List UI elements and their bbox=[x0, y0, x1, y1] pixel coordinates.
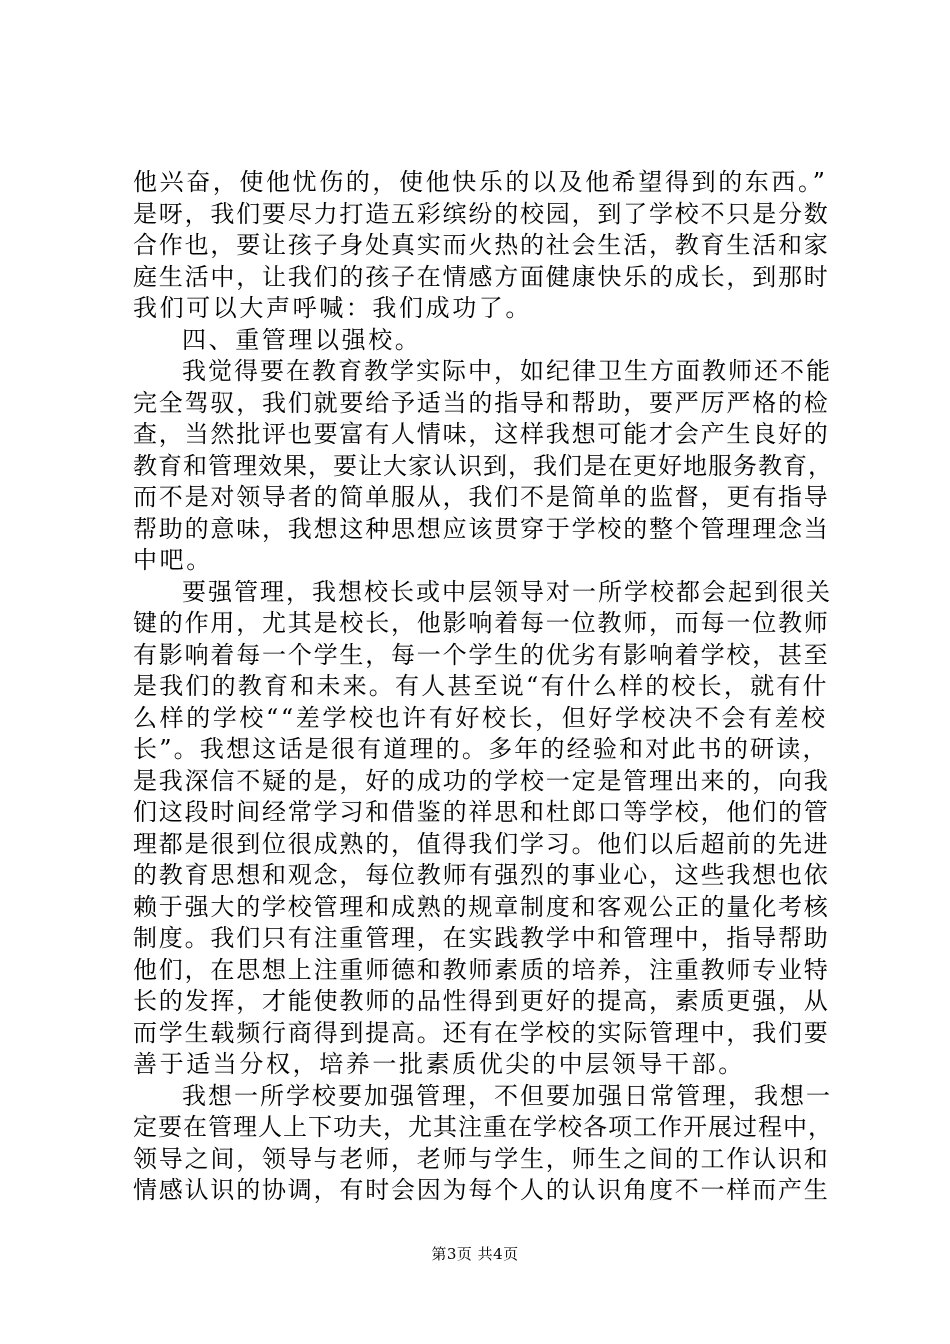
text-line: 是我们的教育和未来。有人甚至说“有什么样的校长，就有什 bbox=[133, 672, 829, 700]
text-line: 领导之间，领导与老师，老师与学生，师生之间的工作认识和 bbox=[133, 1144, 830, 1173]
text-line: 长的发挥，才能使教师的品性得到更好的提高，素质更强，从 bbox=[133, 987, 830, 1015]
text-line: 我们可以大声呼喊：我们成功了。 bbox=[133, 294, 532, 322]
text-line: 帮助的意味，我想这种思想应该贯穿于学校的整个管理理念当 bbox=[133, 514, 830, 543]
text-line: 而学生载频行商得到提高。还有在学校的实际管理中，我们要 bbox=[133, 1018, 830, 1047]
text-line: 我觉得要在教育教学实际中，如纪律卫生方面教师还不能 bbox=[182, 357, 832, 385]
text-line: 四、重管理以强校。 bbox=[182, 325, 422, 354]
text-line: 而不是对领导者的简单服从，我们不是简单的监督，更有指导 bbox=[133, 483, 830, 511]
text-line: 定要在管理人上下功夫，尤其注重在学校各项工作开展过程中， bbox=[133, 1113, 833, 1141]
text-line: 是我深信不疑的是，好的成功的学校一定是管理出来的，向我 bbox=[133, 766, 830, 795]
page-footer: 第3页 共4页 bbox=[431, 1245, 519, 1263]
text-line: 是呀，我们要尽力打造五彩缤纷的校园，到了学校不只是分数 bbox=[133, 199, 830, 228]
document-body bbox=[133, 167, 833, 1207]
text-line: 合作也，要让孩子身处真实而火热的社会生活，教育生活和家 bbox=[133, 231, 830, 259]
text-line: 么样的学校““差学校也许有好校长，但好学校决不会有差校 bbox=[133, 703, 828, 732]
text-line: 善于适当分权，培养一批素质优尖的中层领导干部。 bbox=[133, 1050, 745, 1078]
text-line: 完全驾驭，我们就要给予适当的指导和帮助，要严厉严格的检 bbox=[133, 388, 830, 417]
text-line: 要强管理，我想校长或中层领导对一所学校都会起到很关 bbox=[182, 577, 832, 606]
text-line: 我想一所学校要加强管理，不但要加强日常管理，我想一 bbox=[182, 1081, 832, 1110]
text-line: 情感认识的协调，有时会因为每个人的认识角度不一样而产生 bbox=[133, 1176, 830, 1204]
text-line: 的教育思想和观念，每位教师有强烈的事业心，这些我想也依 bbox=[133, 861, 830, 889]
text-line: 制度。我们只有注重管理，在实践教学中和管理中，指导帮助 bbox=[133, 924, 830, 952]
text-line: 教育和管理效果，要让大家认识到，我们是在更好地服务教育， bbox=[133, 451, 833, 480]
text-line: 他兴奋，使他忧伤的，使他快乐的以及他希望得到的东西。” bbox=[133, 168, 828, 196]
text-line: 长”。我想这话是很有道理的。多年的经验和对此书的研读， bbox=[133, 735, 829, 763]
text-line: 赖于强大的学校管理和成熟的规章制度和客观公正的量化考核 bbox=[133, 892, 830, 921]
text-line: 们这段时间经常学习和借鉴的祥思和杜郎口等学校，他们的管 bbox=[133, 798, 830, 826]
text-line: 中吧。 bbox=[133, 546, 213, 574]
text-line: 有影响着每一个学生，每一个学生的优劣有影响着学校，甚至 bbox=[133, 640, 830, 669]
text-line: 理都是很到位很成熟的，值得我们学习。他们以后超前的先进 bbox=[133, 829, 830, 858]
text-line: 键的作用，尤其是校长，他影响着每一位教师，而每一位教师 bbox=[133, 609, 830, 637]
text-line: 他们，在思想上注重师德和教师素质的培养，注重教师专业特 bbox=[133, 955, 830, 984]
text-line: 庭生活中，让我们的孩子在情感方面健康快乐的成长，到那时 bbox=[133, 262, 830, 291]
text-line: 查，当然批评也要富有人情味，这样我想可能才会产生良好的 bbox=[133, 420, 830, 448]
